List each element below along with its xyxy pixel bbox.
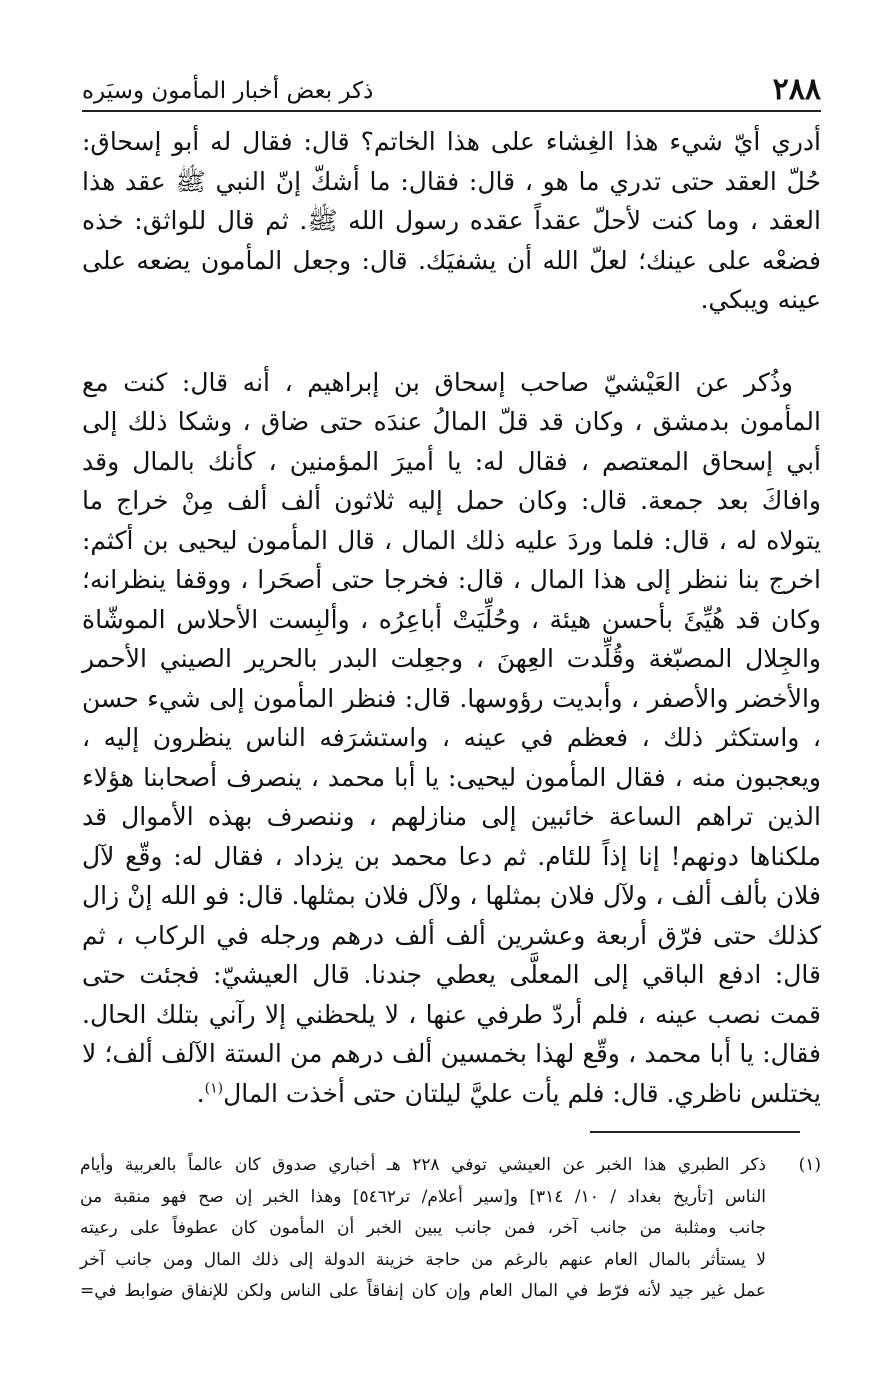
page-number: ٢٨٨ [772,72,821,107]
paragraph-1: أدري أيّ شيء هذا الغِشاء على هذا الخاتم؟ قال: فقال له أبو إسحاق: حُلّ العقد حتى تدري ما هو ، قال: فقال: ما أشكّ إنّ النبي ﷺ عقد هذا العقد ، وما كنت لأحلّ عقداً عقده رسول الله ﷺ. ثم قال للواثق: خذه فضعْه على عينك؛ لعلّ الله أن يشفيَك. قال: وجعل المأمون يضعه على عينه ويبكي. [82,127,821,314]
footnote-separator [590,1131,800,1133]
footnote-line: لا يستأثر بالمال العام عنهم بالرغم من حاجة خزينة الدولة إلى ذلك المال ومن جانب آخر [80,1249,766,1270]
main-text [82,122,821,1113]
page-header [82,70,821,112]
footnote-line: الناس [تأريخ بغداد / ١٠/ ٣١٤] و[سير أعلام/ تر٥٤٦٢] وهذا الخبر إن صح فهو منقبة من [80,1186,766,1207]
paragraph-2-end: . [196,1078,205,1108]
footnote-line: عمل غير جيد لأنه فرّط في المال العام وإن كان إنفاقاً على الناس ولكن للإنفاق ضوابط في= [80,1281,766,1301]
footnote-number: (١) [798,1155,821,1175]
paragraph-2 [82,363,821,1114]
paragraph-2-text: وذُكر عن العَيْشيّ صاحب إسحاق بن إبراهيم ، أنه قال: كنت مع المأمون بدمشق ، وكان قد قلّ المالُ عندَه حتى ضاق ، وشكا ذلك إلى أبي إسحاق المعتصم ، فقال له: يا أميرَ المؤمنين ، كأنك بالمال وقد وافاكَ بعد جمعة. قال: وكان حمل إليه ثلاثون ألف ألف مِنْ خراج ما يتولاه له ، قال: فلما وردَ عليه ذلك المال ، قال المأمون ليحيى بن أكثم: اخرج بنا ننظر إلى هذا المال ، قال: فخرجا حتى أصحَرا ، ووقفا ينظرانه؛ وكان قد هُيِّئَ بأحسن هيئة ، وحُلِّيَتْ أباعِرُه ، وألبِست الأحلاس الموشّاة والجِلال المصبّغة وقُلِّدت العِهنَ ، وجعِلت البدر بالحرير الصيني الأحمر والأخضر والأصفر ، وأبديت رؤوسها. قال: فنظر المأمون إلى شيء حسن ، واستكثر ذلك ، فعظم في عينه ، واستشرَفه الناس ينظرون إليه ، ويعجبون منه ، فقال المأمون ليحيى: يا أبا محمد ، ينصرف أصحابنا هؤلاء الذين تراهم الساعة خائبين إلى منازلهم ، وننصرف بهذه الأموال قد ملكناها دونهم! إنا إذاً للئام. ثم دعا محمد بن يزداد ، فقال له: وقّع لآل فلان بألف ألف ، ولآل فلان بمثلها ، ولآل فلان بمثلها. قال: فو الله إنْ زال كذلك حتى فرّق أربعة وعشرين ألف ألف درهم ورجله في الركاب ، ثم قال: ادفع الباقي إلى المعلَّى يعطي جندنا. قال العيشيّ: فجئت حتى قمت نصب عينه ، فلم أردّ طرفي عنها ، لا يلحظني إلا رآني بتلك الحال. فقال: يا أبا محمد ، وقّع لهذا بخمسين ألف درهم من الستة الآلف ألف؛ لا يختلس ناظري. قال: فلم يأت عليَّ ليلتان حتى أخذت المال [82,367,821,1108]
footnotes-section [80,1150,821,1308]
footnote-reference[interactable]: (١) [204,1080,224,1097]
running-title: ذكر بعض أخبار المأمون وسيَره [82,78,374,104]
footnote-item [80,1150,821,1308]
paragraph-spacer [82,320,821,363]
footnote-line: جانب ومثلبة من جانب آخر، فمن جانب يبين الخبر أن المأمون كان عطوفاً على رعيته [80,1218,766,1238]
footnote-line: ذكر الطبري هذا الخبر عن العيشي توفي ٢٢٨ هـ أخباري صدوق كان عالماً بالعربية وأيام [80,1155,766,1175]
